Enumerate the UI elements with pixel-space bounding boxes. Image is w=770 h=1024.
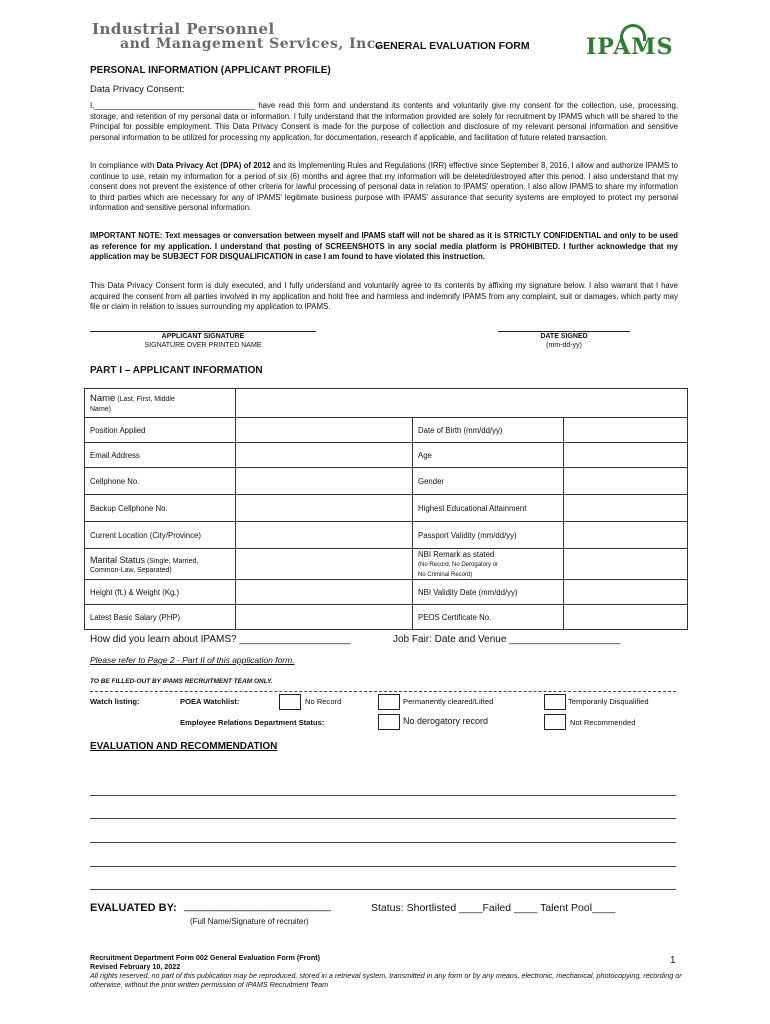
- table-row: [85, 418, 688, 443]
- field-label: Cellphone No.: [85, 468, 236, 495]
- nbi-hint-2: No Criminal Record): [418, 571, 473, 578]
- field-label: Latest Basic Salary (PHP): [85, 605, 236, 630]
- field-label: Email Address: [85, 443, 236, 468]
- date-format-hint: (mm-dd-yy): [546, 342, 582, 349]
- field-input[interactable]: [564, 468, 688, 495]
- para2-post: and its Implementing Rules and Regulations (IRR) effective since September 8, 2016, I allow and authorize IPAMS to continue to use, retain my information for a period of six (6) months and agree that my information will be deleted/destroyed after this period. I also understand that my consent does not prevent the existence of other criteria for lawful processing of personal data in relation to IPAMS' operation. I also allow IPAMS to share my information to third parties which are necessary for any of IPAMS' legitimate business purpose with IPAMS' assurance that security systems are employed to protect my personal information and sensitive personal information.: [90, 161, 678, 213]
- field-input[interactable]: [564, 418, 688, 443]
- learn-about-question[interactable]: How did you learn about IPAMS? ____________________: [90, 634, 351, 645]
- para2-pre: In compliance with: [90, 161, 157, 170]
- no-derogatory-label: No derogatory record: [403, 716, 489, 726]
- footer-copyright: All rights reserved, no part of this publication may be reproduced, stored in a retrieval system, transmitted in any form or by any means, electronic, mechanical, photocopying, recording or otherwise, without the prior written permission of IPAMS Recruitment Team: [90, 971, 682, 989]
- marital-label: Marital Status: [90, 554, 146, 565]
- footer-form-id: Recruitment Department Form 002 General Evaluation Form (Front): [90, 953, 321, 962]
- important-note: IMPORTANT NOTE: Text messages or conversation between myself and IPAMS staff will not be shared as it is STRICTLY CONFIDENTIAL and only to be used as reference for my application. I understand that posting of SCREENSHOTS in any social media platform is PROHIBITED. I further acknowledge that my application may be SUBJECT FOR DISQUALIFICATION in case I am found to have violated this instruction.: [90, 231, 678, 262]
- watch-listing-label: Watch listing:: [90, 697, 140, 706]
- applicant-info-table: [84, 388, 688, 630]
- field-label: Height (ft.) & Weight (Kg.): [85, 580, 236, 605]
- field-input[interactable]: [564, 549, 688, 580]
- company-name-line2: and Management Services, Inc.: [120, 36, 382, 52]
- company-logo: [92, 20, 382, 54]
- consent-paragraph-2: [90, 161, 678, 214]
- temporarily-disqualified-label: Temporarily Disqualified: [568, 697, 649, 706]
- consent-label: Data Privacy Consent:: [90, 84, 185, 95]
- page-number: 1: [670, 955, 676, 966]
- field-label: NBI Validity Date (mm/dd/yy): [413, 580, 564, 605]
- marital-label-cell: [85, 549, 236, 580]
- applicant-signature-label: APPLICANT SIGNATURE: [161, 333, 245, 340]
- dpa-law: Data Privacy Act (DPA) of 2012: [156, 161, 271, 170]
- field-label: Date of Birth (mm/dd/yy): [413, 418, 564, 443]
- field-input[interactable]: [236, 468, 413, 495]
- field-label: Passport Validity (mm/dd/yy): [413, 522, 564, 549]
- no-record-label: No Record: [305, 697, 342, 706]
- permanently-cleared-checkbox[interactable]: [378, 694, 400, 710]
- field-label: Backup Cellphone No.: [85, 495, 236, 522]
- refer-page2-note: Please refer to Page 2 - Part II of this application form.: [90, 655, 295, 665]
- no-derogatory-checkbox[interactable]: [378, 714, 400, 730]
- field-label: Gender: [413, 468, 564, 495]
- evaluated-by-label: EVALUATED BY:: [90, 902, 177, 914]
- field-input[interactable]: [236, 443, 413, 468]
- status-line[interactable]: Status: Shortlisted ____Failed ____ Talent Pool____: [371, 902, 616, 914]
- ipams-logo-text: IPAMS: [586, 34, 674, 60]
- erd-status-label: Employee Relations Department Status:: [180, 718, 325, 727]
- nbi-label-cell: [413, 549, 564, 580]
- evaluation-line-4[interactable]: [90, 866, 676, 867]
- table-row: [85, 468, 688, 495]
- team-only-note: TO BE FILLED-OUT BY IPAMS RECRUITMENT TEAM ONLY.: [90, 678, 273, 685]
- name-label: Name: [90, 393, 116, 404]
- permanently-cleared-label: Permanently cleared/Lifted: [403, 697, 494, 706]
- not-recommended-checkbox[interactable]: [544, 714, 566, 730]
- evaluation-line-2[interactable]: [90, 818, 676, 819]
- field-input[interactable]: [564, 580, 688, 605]
- part1-title: PART I – APPLICANT INFORMATION: [90, 365, 263, 376]
- applicant-signature-line[interactable]: [90, 331, 316, 332]
- form-title: GENERAL EVALUATION FORM: [375, 40, 530, 52]
- table-row: [85, 580, 688, 605]
- field-label: Highest Educational Attainment: [413, 495, 564, 522]
- evaluated-by-line[interactable]: ________________________: [184, 900, 331, 912]
- table-row: [85, 549, 688, 580]
- marital-hint: (Single, Married,: [145, 557, 199, 565]
- footer-revision: Revised February 10, 2022: [90, 962, 181, 971]
- date-signed-line[interactable]: [498, 331, 630, 332]
- signature-sub-label: SIGNATURE OVER PRINTED NAME: [144, 342, 262, 349]
- date-signed-label: DATE SIGNED: [540, 333, 588, 340]
- evaluated-by-hint: (Full Name/Signature of recruiter): [190, 917, 309, 926]
- field-input[interactable]: [236, 580, 413, 605]
- name-input-cell[interactable]: [236, 389, 688, 418]
- table-row: [85, 495, 688, 522]
- field-label: PEOS Certificate No.: [413, 605, 564, 630]
- field-label: Current Location (City/Province): [85, 522, 236, 549]
- temporarily-disqualified-checkbox[interactable]: [544, 694, 566, 710]
- nbi-hint: (No Record, No Derogatory or: [418, 561, 499, 568]
- no-record-checkbox[interactable]: [279, 694, 301, 710]
- field-input[interactable]: [236, 418, 413, 443]
- field-label: Position Applied: [85, 418, 236, 443]
- table-row: [85, 522, 688, 549]
- personal-info-title: PERSONAL INFORMATION (APPLICANT PROFILE): [90, 65, 331, 76]
- company-name-line1: Industrial Personnel: [92, 20, 275, 38]
- evaluation-line-1[interactable]: [90, 795, 676, 796]
- name-hint: (Last, First, Middle: [115, 396, 175, 403]
- evaluation-line-3[interactable]: [90, 842, 676, 843]
- ipams-logo: [584, 24, 684, 64]
- consent-paragraph-1: I,_____________________________________ have read this form and understand its contents and voluntarily give my consent for the collection, use, processing, storage, and retention of my personal data or information. I fully understand that the information provided are solely for recruitment by IPAMS which will be shared to the Principal for possible employment. This Data Privacy Consent is made for the purpose of collection and disclosure of my relevant personal information and sensitive personal information to be utilized for processing my application, for documentation, research if applicable, and facilitation of future related transaction.: [90, 101, 678, 142]
- evaluation-title: EVALUATION AND RECOMMENDATION: [90, 741, 278, 752]
- name-hint-2: Name): [90, 406, 112, 413]
- table-row: [85, 443, 688, 468]
- not-recommended-label: Not Recommended: [570, 718, 636, 727]
- job-fair-question[interactable]: Job Fair: Date and Venue ____________________: [393, 634, 621, 645]
- field-input[interactable]: [236, 522, 413, 549]
- field-input[interactable]: [564, 495, 688, 522]
- field-input[interactable]: [236, 495, 413, 522]
- poea-watchlist-label: POEA Watchlist:: [180, 697, 240, 706]
- consent-paragraph-3: This Data Privacy Consent form is duly executed, and I fully understand and voluntarily agree to its contents by affixing my signature below. I also warrant that I have acquired the consent from all parties involved in my application and hold free and harmless and indemnify IPAMS from any complaint, suit or damages, which party may file or claim in relation to issues surrounding my application to IPAMS.: [90, 281, 678, 312]
- nbi-label: NBI Remark as stated: [418, 549, 495, 559]
- field-input[interactable]: [564, 443, 688, 468]
- evaluation-line-5[interactable]: [90, 889, 676, 890]
- field-input[interactable]: [564, 522, 688, 549]
- field-input[interactable]: [564, 605, 688, 630]
- table-row: [85, 389, 688, 418]
- marital-hint-2: Common-Law, Separated): [90, 566, 172, 574]
- field-input[interactable]: [236, 549, 413, 580]
- name-label-cell: [85, 389, 236, 418]
- field-label: Age: [413, 443, 564, 468]
- field-input[interactable]: [236, 605, 413, 630]
- table-row: [85, 605, 688, 630]
- dashed-divider: [90, 691, 676, 692]
